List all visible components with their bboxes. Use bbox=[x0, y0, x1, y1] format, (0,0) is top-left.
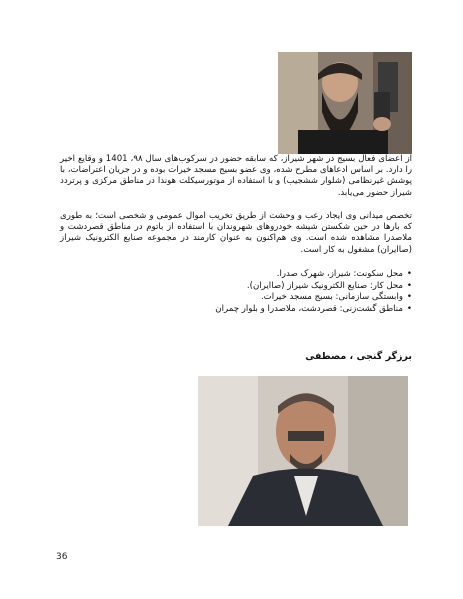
profile-1-paragraph-2 bbox=[60, 211, 412, 256]
list-item bbox=[60, 304, 412, 316]
detail-workplace: محل کار: صنایع الکترونیک شیراز (صاایران). bbox=[246, 280, 403, 291]
profile-photo-1-image bbox=[278, 52, 412, 154]
profile-photo-1 bbox=[278, 52, 412, 154]
profile-1-paragraph-1-text: از اعضای فعال بسیج در شهر شیراز، که سابقه حضور در سرکوب‌های سال ۹۸، 1401 و وقایع اخیر را دارد. بر اساس ادعاهای مطرح شده، وی عضو بسیج مسجد خیرات بوده و در جریان اعتراضات، با پوشش غیرنظامی (شلوار ششجیب) و با استفاده از موتورسیکلت هوندا در مناطق مرکزی و پرتردد شیراز حضور می‌یابد. bbox=[60, 154, 412, 198]
profile-photo-2-image bbox=[198, 376, 408, 526]
detail-affiliation: وابستگی سازمانی: بسیج مسجد خیرات. bbox=[260, 292, 403, 303]
profile-1-paragraph-1 bbox=[60, 154, 412, 199]
list-item bbox=[60, 281, 412, 293]
bullet-icon: • bbox=[406, 303, 412, 314]
profile-photo-2 bbox=[198, 376, 408, 526]
page-number: 36 bbox=[56, 552, 68, 562]
detail-patrol-areas: مناطق گشت‌زنی: قصردشت، ملاصدرا و بلوار چمران bbox=[215, 303, 403, 314]
bullet-icon: • bbox=[406, 280, 412, 291]
profile-2-name-heading: برزگر گنجی ، مصطفی bbox=[305, 351, 412, 362]
profile-1-paragraph-2-text: تخصص میدانی وی ایجاد رعب و وحشت از طریق تخریب اموال عمومی و شخصی است؛ به طوری که بارها در حین شکستن شیشه خودروهای شهروندان با استفاده از باتوم در مناطق قصردشت و ملاصدرا مشاهده شده است. وی هم‌اکنون به عنوان کارمند در مجموعه صنایع الکترونیک شیراز (صاایران) مشغول به کار است. bbox=[60, 211, 412, 255]
detail-residence: محل سکونت: شیراز، شهرک صدرا. bbox=[276, 269, 403, 279]
list-item bbox=[60, 292, 412, 304]
bullet-icon: • bbox=[406, 292, 412, 303]
bullet-icon: • bbox=[406, 269, 412, 279]
list-item bbox=[60, 269, 412, 281]
profile-1-details-list bbox=[60, 269, 412, 315]
